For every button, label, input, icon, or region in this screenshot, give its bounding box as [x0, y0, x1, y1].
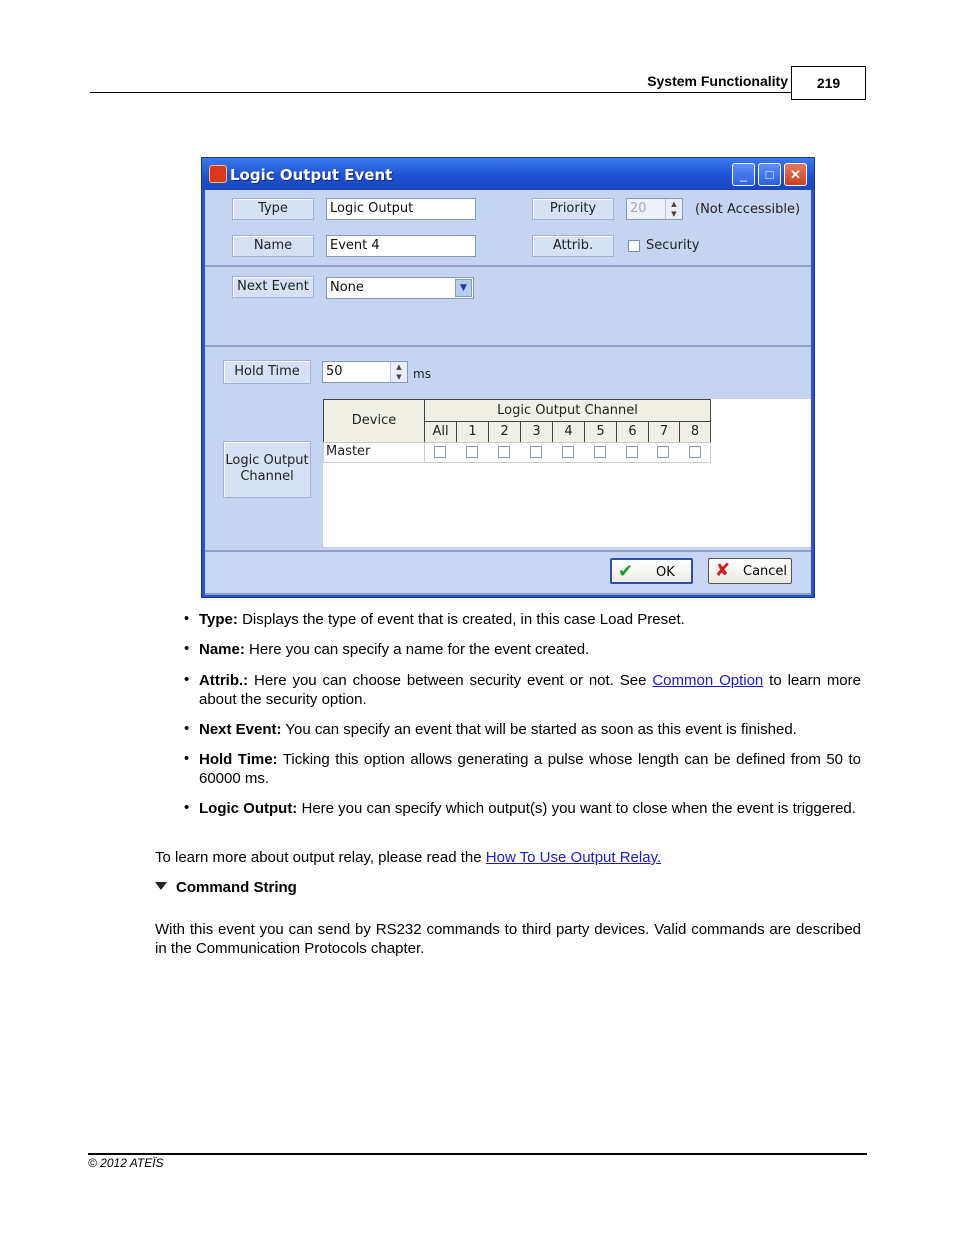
spin-arrows-icon[interactable]: ▲ ▼: [665, 199, 682, 219]
bullet-dot: •: [184, 799, 190, 816]
security-label: Security: [646, 238, 700, 253]
bullet-term: Hold Time:: [199, 751, 278, 768]
bullet-dot: •: [184, 610, 190, 627]
priority-note: (Not Accessible): [695, 202, 801, 217]
cross-icon: ✘: [715, 560, 731, 581]
column-header-8: 8: [679, 421, 711, 443]
type-field[interactable]: Logic Output: [326, 198, 476, 220]
bullet-term: Logic Output:: [199, 800, 298, 817]
logic-output-grid: [323, 399, 811, 547]
column-header-1: 1: [456, 421, 489, 443]
page-number: 219: [791, 66, 866, 100]
channel-checkbox-5[interactable]: [594, 446, 606, 458]
ok-button[interactable]: [610, 558, 693, 584]
how-to-use-output-relay-link[interactable]: How To Use Output Relay.: [485, 849, 662, 866]
footer-copyright: © 2012 ATEÏS: [88, 1156, 164, 1170]
dialog-titlebar: [202, 158, 814, 190]
bullet-description: Displays the type of event that is created, in this case Load Preset.: [237, 611, 685, 628]
bullet-dot: •: [184, 750, 190, 767]
bullet-term: Type:: [199, 611, 238, 628]
column-header-5: 5: [584, 421, 617, 443]
bullet-description: You can specify an event that will be started as soon as this event is finished.: [281, 721, 797, 738]
channel-checkbox-3[interactable]: [530, 446, 542, 458]
bullet-term: Next Event:: [199, 721, 282, 738]
minimize-button[interactable]: _: [732, 163, 755, 186]
next-event-dropdown[interactable]: [326, 277, 474, 299]
bullet-hold-time: [199, 750, 861, 788]
channel-checkbox-2[interactable]: [498, 446, 510, 458]
bullet-description-tail: to learn more about the security option.: [199, 672, 861, 708]
hold-time-stepper[interactable]: [322, 361, 408, 383]
priority-label: Priority: [532, 198, 614, 220]
paragraph-text: To learn more about output relay, please read the: [155, 849, 486, 866]
cancel-button-label: Cancel: [743, 564, 788, 579]
channel-checkbox-1[interactable]: [466, 446, 478, 458]
bullet-type: [199, 610, 861, 629]
chevron-down-icon[interactable]: ▼: [455, 279, 472, 297]
channel-checkbox-all[interactable]: [434, 446, 446, 458]
general-panel: [205, 190, 811, 267]
checkmark-icon: ✔: [618, 561, 634, 582]
bullet-description: Here you can specify which output(s) you want to close when the event is triggered.: [297, 800, 856, 817]
bullet-name: [199, 640, 861, 659]
hold-time-value: 50: [326, 364, 343, 379]
channel-checkbox-7[interactable]: [657, 446, 669, 458]
column-header-7: 7: [648, 421, 680, 443]
app-icon: [209, 165, 227, 183]
dialog-title: Logic Output Event: [230, 166, 393, 184]
bullet-term: Name:: [199, 641, 245, 658]
channel-checkbox-8[interactable]: [689, 446, 701, 458]
next-event-panel: [205, 267, 811, 347]
column-header-6: 6: [616, 421, 649, 443]
logic-output-label-line1: Logic Output: [225, 453, 309, 468]
device-cell-master: Master: [323, 442, 425, 463]
bullet-dot: •: [184, 671, 190, 688]
column-header-all: All: [424, 421, 457, 443]
hold-time-label: Hold Time: [223, 360, 311, 384]
column-header-3: 3: [520, 421, 553, 443]
dialog-client: [205, 190, 811, 595]
channel-checkbox-4[interactable]: [562, 446, 574, 458]
name-label: Name: [232, 235, 314, 257]
bullet-description: Here you can specify a name for the event created.: [244, 641, 590, 658]
security-checkbox[interactable]: [628, 240, 640, 252]
footer-rule: [88, 1153, 867, 1155]
header-rule: [90, 92, 792, 93]
bullet-term: Attrib.:: [199, 672, 249, 689]
common-option-link[interactable]: Common Option: [652, 672, 764, 689]
attrib-label: Attrib.: [532, 235, 614, 257]
spin-arrows-icon[interactable]: ▲ ▼: [390, 362, 407, 382]
bullet-next-event: [199, 720, 861, 739]
bullet-description: Ticking this option allows generating a pulse whose length can be defined from 50 to 60000 ms.: [199, 751, 861, 787]
next-event-label: Next Event: [232, 276, 314, 298]
bullet-attrib: [199, 671, 861, 709]
button-bar: [205, 552, 811, 595]
priority-value: 20: [630, 201, 647, 216]
output-relay-paragraph: [155, 848, 861, 867]
device-header: Device: [323, 399, 425, 443]
hold-time-unit: ms: [413, 367, 431, 381]
bullet-logic-output: [199, 799, 861, 818]
channel-header: Logic Output Channel: [424, 399, 711, 422]
next-event-value: None: [330, 280, 364, 295]
close-button[interactable]: ✕: [784, 163, 807, 186]
bullet-dot: •: [184, 720, 190, 737]
name-field[interactable]: Event 4: [326, 235, 476, 257]
column-header-2: 2: [488, 421, 521, 443]
section-heading-command-string[interactable]: Command String: [176, 879, 297, 896]
header-section-title: System Functionality: [647, 73, 788, 89]
channel-checkbox-6[interactable]: [626, 446, 638, 458]
hold-time-panel: [205, 347, 811, 552]
maximize-button[interactable]: □: [758, 163, 781, 186]
logic-output-channel-label: [223, 441, 311, 498]
logic-output-label-line2: Channel: [240, 469, 294, 484]
column-header-4: 4: [552, 421, 585, 443]
bullet-dot: •: [184, 640, 190, 657]
command-string-paragraph: With this event you can send by RS232 commands to third party devices. Valid commands are described in the Communication Protocols chapter.: [155, 921, 861, 957]
bullet-description: Here you can choose between security event or not. See: [248, 672, 653, 689]
priority-stepper[interactable]: [626, 198, 683, 220]
type-label: Type: [232, 198, 314, 220]
ok-button-label: OK: [656, 565, 675, 580]
logic-output-event-dialog: [201, 157, 815, 598]
collapse-triangle-icon[interactable]: [155, 882, 167, 890]
cancel-button[interactable]: [708, 558, 792, 584]
